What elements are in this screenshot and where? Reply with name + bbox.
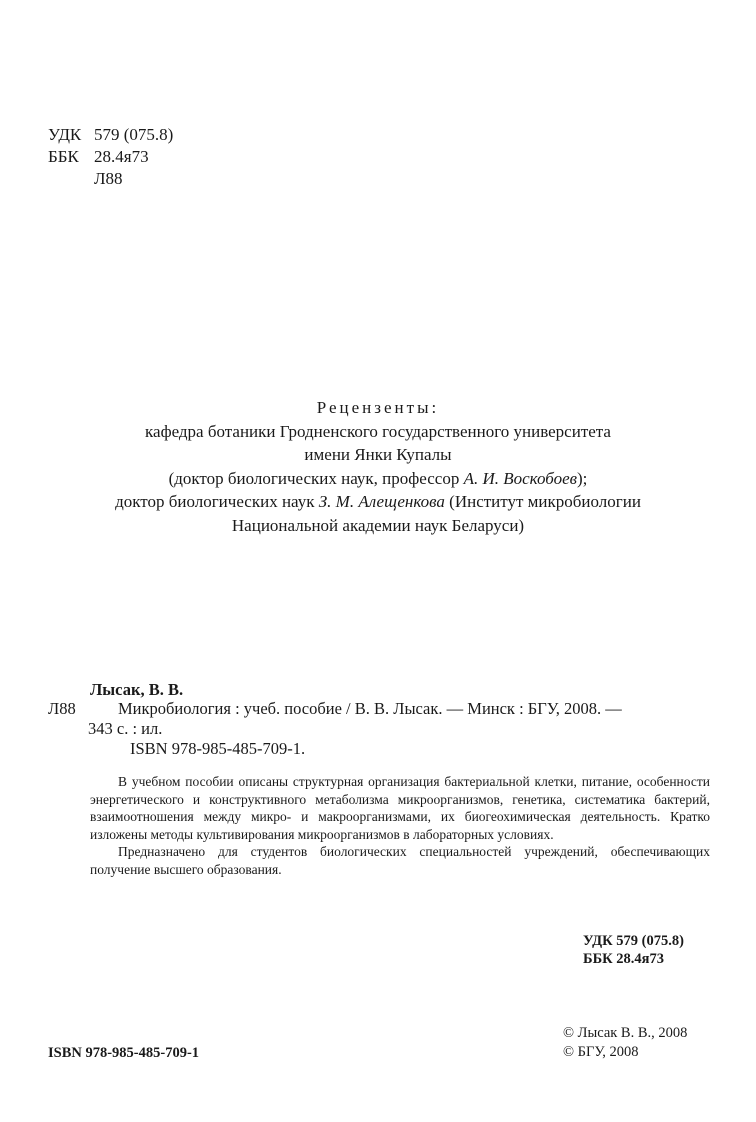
reviewer-1-name: А. И. Воскобоев [463, 468, 578, 488]
classification-block [48, 124, 173, 190]
copyright-author: © Лысак В. В., 2008 [563, 1025, 688, 1041]
bbk-row [48, 146, 173, 168]
udk-row [48, 124, 173, 146]
footer-isbn: ISBN 978-985-485-709-1 [48, 1045, 200, 1061]
bbk-label: ББК [48, 147, 79, 166]
footer-bbk: ББК 28.4я73 [583, 951, 665, 967]
reviewer-1-prefix: (доктор биологических наук, профессор [168, 468, 464, 488]
reviewers-line-4 [0, 490, 756, 514]
reviewer-2-prefix: доктор биологических наук [115, 492, 319, 511]
biblio-line-2: 343 с. : ил. [88, 719, 163, 738]
reviewer-1-suffix: ); [577, 468, 588, 488]
reviewers-line-2: имени Янки Купалы [304, 445, 452, 464]
footer-udk: УДК 579 (075.8) [583, 933, 684, 949]
biblio-line-1: Микробиология : учеб. пособие / В. В. Лысак. — Минск : БГУ, 2008. — [118, 699, 622, 718]
reviewers-line-5: Национальной академии наук Беларуси) [231, 515, 525, 535]
reviewers-line-1: кафедра ботаники Гродненского государственного университета [145, 421, 611, 441]
footer-classification [583, 932, 684, 968]
reviewer-2-suffix: (Институт микробиологии [444, 492, 641, 511]
annotation-paragraph-2: Предназначено для студентов биологических специальностей учреждений, обеспечивающих получение высшего образования. [90, 844, 710, 877]
annotation-paragraph-1: В учебном пособии описаны структурная организация бактериальной клетки, питание, особенности энергетического и конструктивного метаболизма микроорганизмов, генетика, систематика бактерий, взаимоотношения между микро- и макроорганизмами, их биогеохимическая деятельность. Кратко изложены методы культивирования микроорганизмов в лабораторных условиях. [90, 774, 710, 842]
copyright-block [563, 1024, 687, 1062]
biblio-author: Лысак, В. В. [90, 680, 184, 699]
author-mark: Л88 [94, 169, 123, 188]
reviewer-2-name: З. М. Алещенкова [318, 492, 445, 511]
udk-value: 579 (075.8) [94, 125, 174, 144]
udk-label: УДК [48, 125, 82, 144]
bbk-value: 28.4я73 [94, 147, 149, 166]
biblio-code: Л88 [48, 699, 76, 718]
reviewers-heading: Рецензенты: [316, 398, 440, 417]
reviewers-line-3 [0, 467, 756, 491]
biblio-description [88, 699, 622, 739]
annotation [90, 773, 710, 878]
reviewers-block [0, 396, 756, 537]
copyright-publisher: © БГУ, 2008 [563, 1044, 639, 1060]
biblio-isbn: ISBN 978-985-485-709-1. [130, 739, 306, 758]
